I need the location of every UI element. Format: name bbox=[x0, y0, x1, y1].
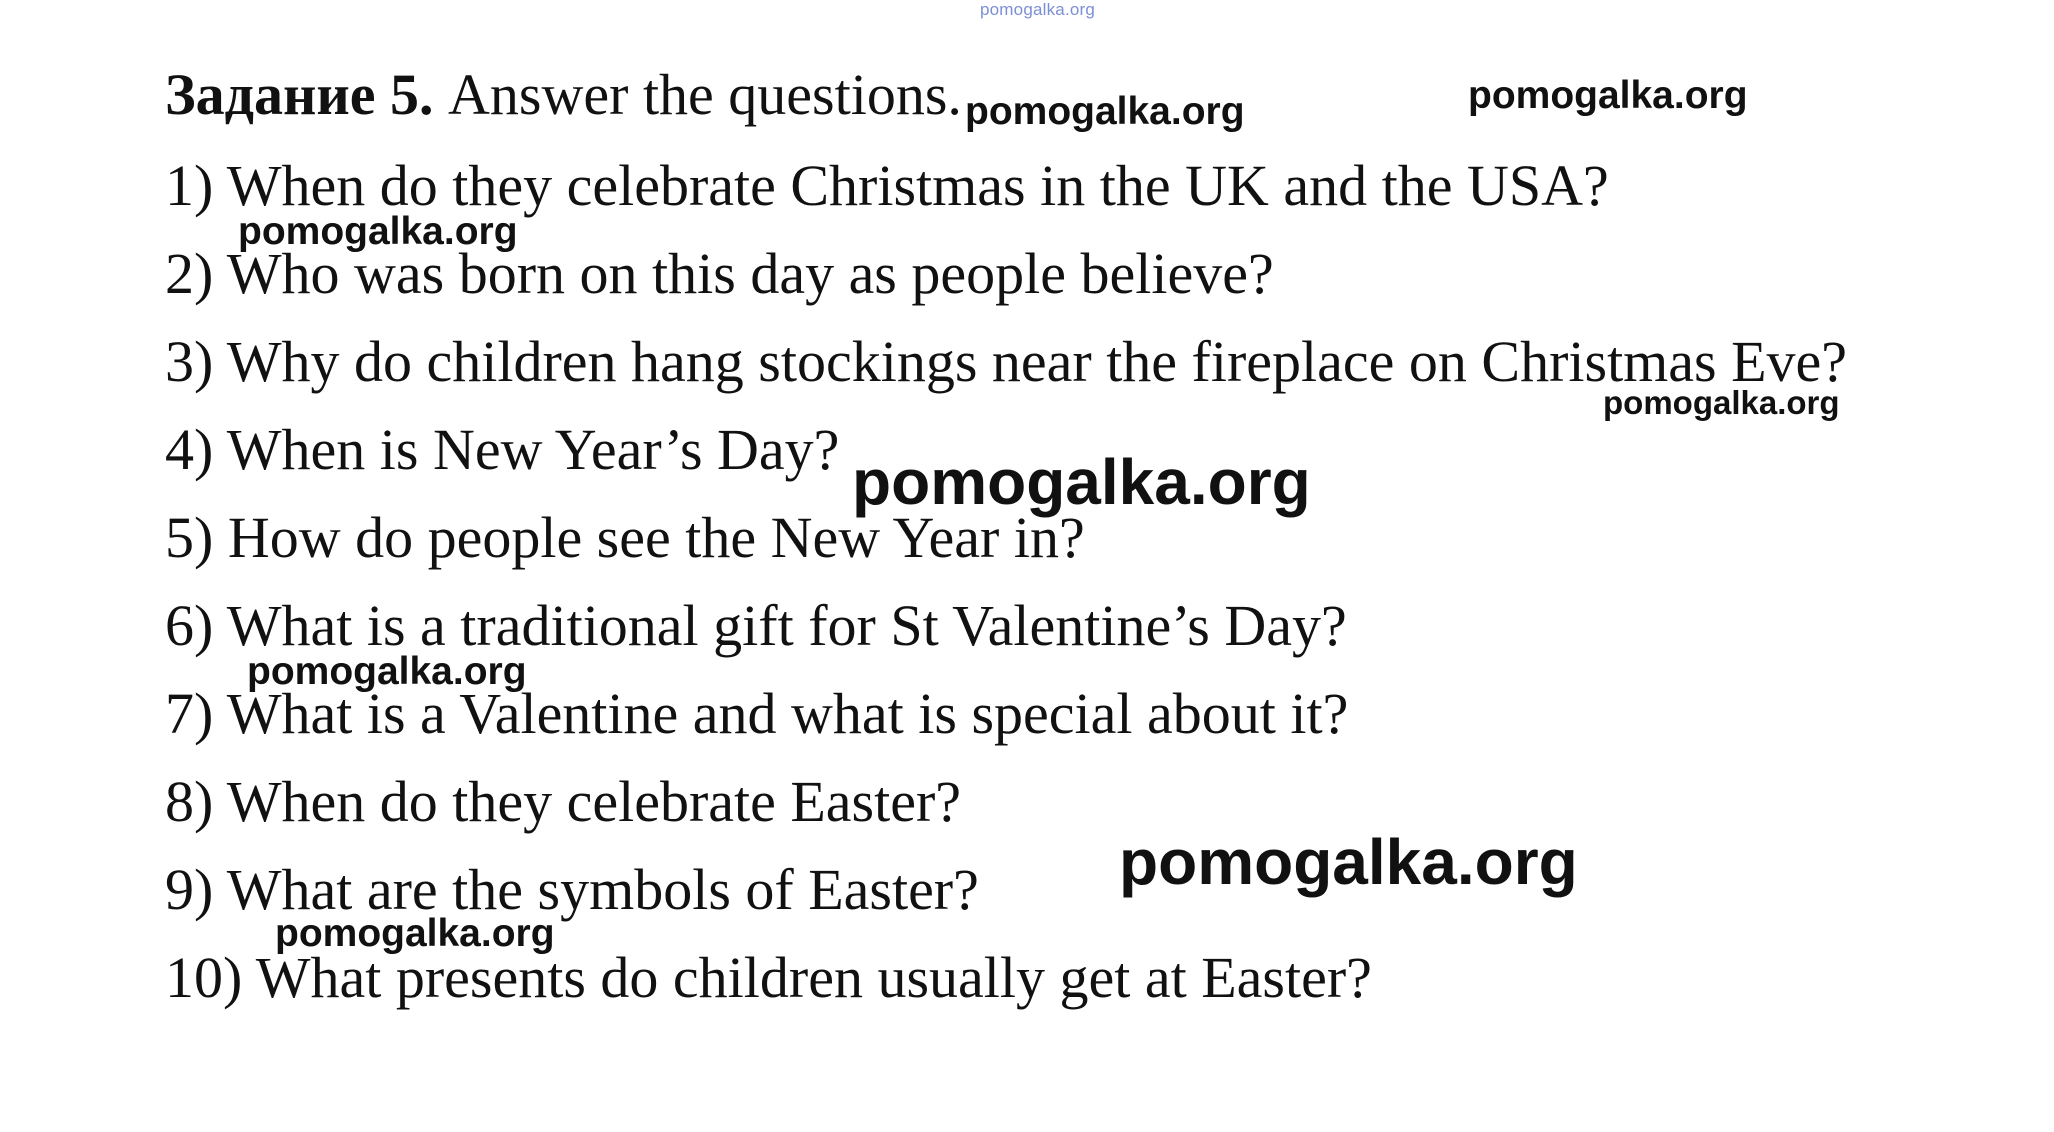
question-9: 9) What are the symbols of Easter? bbox=[165, 857, 979, 922]
question-3: 3) Why do children hang stockings near the fireplace on Christmas Eve? bbox=[165, 329, 1848, 394]
watermark: pomogalka.org bbox=[852, 446, 1311, 518]
task-instruction: Answer the questions. bbox=[448, 62, 962, 127]
question-4: 4) When is New Year’s Day? bbox=[165, 417, 840, 482]
question-1: 1) When do they celebrate Christmas in the UK and the USA? bbox=[165, 153, 1609, 218]
task-number: Задание 5. bbox=[165, 62, 434, 127]
watermark: pomogalka.org bbox=[1603, 384, 1840, 421]
question-2: 2) Who was born on this day as people believe? bbox=[165, 241, 1274, 306]
top-watermark: pomogalka.org bbox=[980, 0, 1096, 19]
watermark: pomogalka.org bbox=[965, 90, 1245, 133]
question-7: 7) What is a Valentine and what is special about it? bbox=[165, 681, 1349, 746]
watermark: pomogalka.org bbox=[247, 650, 527, 693]
watermark: pomogalka.org bbox=[1468, 74, 1748, 117]
watermark: pomogalka.org bbox=[238, 210, 518, 253]
watermark: pomogalka.org bbox=[275, 912, 555, 955]
watermark: pomogalka.org bbox=[1119, 826, 1578, 898]
question-6: 6) What is a traditional gift for St Valentine’s Day? bbox=[165, 593, 1347, 658]
question-5: 5) How do people see the New Year in? bbox=[165, 505, 1085, 570]
question-10: 10) What presents do children usually get at Easter? bbox=[165, 945, 1372, 1010]
question-8: 8) When do they celebrate Easter? bbox=[165, 769, 962, 834]
task-heading bbox=[165, 62, 962, 127]
